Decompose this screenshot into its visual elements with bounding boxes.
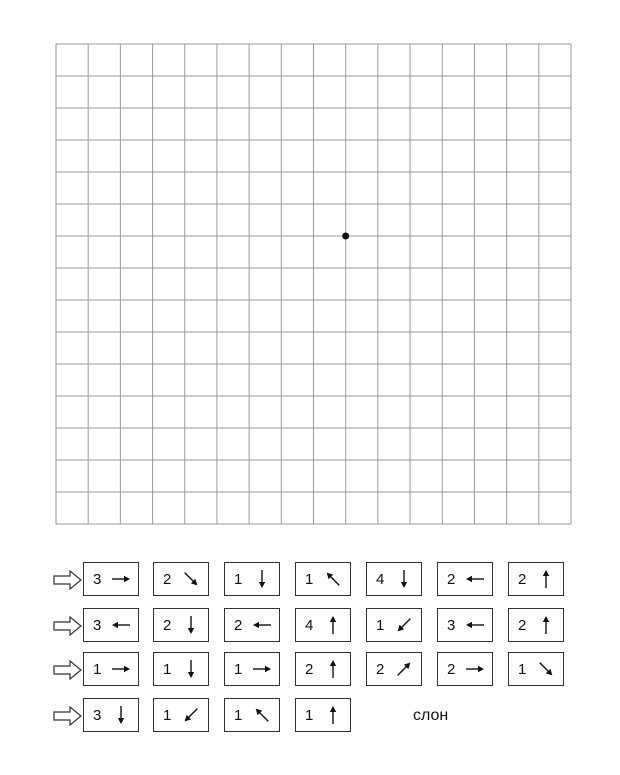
direction-arrow bbox=[464, 614, 486, 636]
row-marker bbox=[53, 570, 83, 590]
outline-arrow-right-icon bbox=[53, 616, 83, 636]
arrow-head bbox=[259, 582, 265, 588]
step-count: 2 bbox=[163, 616, 172, 634]
arrow-head bbox=[466, 576, 472, 582]
step-count: 2 bbox=[518, 616, 527, 634]
instruction-card bbox=[153, 608, 209, 642]
step-count: 1 bbox=[305, 706, 314, 724]
start-point-dot bbox=[342, 233, 349, 240]
arrow-head bbox=[543, 570, 549, 576]
instruction-card bbox=[224, 562, 280, 596]
instruction-card bbox=[153, 652, 209, 686]
instruction-card bbox=[295, 562, 351, 596]
instruction-card bbox=[437, 608, 493, 642]
step-count: 1 bbox=[305, 570, 314, 588]
arrow-head bbox=[330, 660, 336, 666]
step-count: 1 bbox=[518, 660, 527, 678]
direction-arrow bbox=[322, 658, 344, 680]
instruction-card bbox=[83, 608, 139, 642]
row-marker-shape bbox=[54, 661, 81, 679]
direction-arrow bbox=[110, 704, 132, 726]
arrow-up-left-icon bbox=[251, 704, 273, 726]
arrow-head bbox=[478, 666, 484, 672]
arrow-head bbox=[112, 622, 118, 628]
instruction-card bbox=[437, 652, 493, 686]
direction-arrow bbox=[180, 658, 202, 680]
instruction-card bbox=[508, 562, 564, 596]
instruction-row bbox=[50, 652, 570, 688]
arrow-right-icon bbox=[110, 658, 132, 680]
arrow-left-icon bbox=[251, 614, 273, 636]
outline-arrow-right-icon bbox=[53, 706, 83, 726]
direction-arrow bbox=[322, 614, 344, 636]
step-count: 3 bbox=[93, 706, 102, 724]
arrow-right-icon bbox=[251, 658, 273, 680]
arrow-up-icon bbox=[322, 614, 344, 636]
direction-arrow bbox=[322, 568, 344, 590]
outline-arrow-right-icon bbox=[53, 660, 83, 680]
direction-arrow bbox=[110, 614, 132, 636]
arrow-down-right-icon bbox=[535, 658, 557, 680]
direction-arrow bbox=[535, 658, 557, 680]
instruction-card bbox=[224, 608, 280, 642]
step-count: 1 bbox=[163, 706, 172, 724]
arrow-right-icon bbox=[464, 658, 486, 680]
arrow-down-icon bbox=[180, 658, 202, 680]
instruction-card bbox=[83, 698, 139, 732]
arrow-right-icon bbox=[110, 568, 132, 590]
direction-arrow bbox=[322, 704, 344, 726]
direction-arrow bbox=[180, 614, 202, 636]
arrow-up-icon bbox=[535, 614, 557, 636]
instruction-card bbox=[508, 608, 564, 642]
arrow-down-icon bbox=[180, 614, 202, 636]
instruction-card bbox=[153, 562, 209, 596]
instruction-card bbox=[224, 698, 280, 732]
instruction-card bbox=[295, 698, 351, 732]
step-count: 1 bbox=[163, 660, 172, 678]
arrow-head bbox=[265, 666, 271, 672]
row-marker bbox=[53, 616, 83, 636]
instruction-card bbox=[437, 562, 493, 596]
instruction-card bbox=[295, 652, 351, 686]
instruction-row bbox=[50, 608, 570, 644]
direction-arrow bbox=[464, 568, 486, 590]
arrow-head bbox=[124, 666, 130, 672]
arrow-down-icon bbox=[110, 704, 132, 726]
arrow-up-left-icon bbox=[322, 568, 344, 590]
direction-arrow bbox=[110, 568, 132, 590]
direction-arrow bbox=[535, 568, 557, 590]
step-count: 2 bbox=[234, 616, 243, 634]
row-marker-shape bbox=[54, 617, 81, 635]
arrow-head bbox=[118, 718, 124, 724]
step-count: 1 bbox=[376, 616, 385, 634]
row-marker bbox=[53, 706, 83, 726]
arrow-down-left-icon bbox=[393, 614, 415, 636]
step-count: 2 bbox=[163, 570, 172, 588]
instruction-row bbox=[50, 698, 570, 734]
dot-grid bbox=[55, 43, 570, 523]
step-count: 2 bbox=[518, 570, 527, 588]
arrow-down-left-icon bbox=[180, 704, 202, 726]
instruction-card bbox=[153, 698, 209, 732]
direction-arrow bbox=[251, 704, 273, 726]
direction-arrow bbox=[393, 614, 415, 636]
arrow-down-icon bbox=[393, 568, 415, 590]
instruction-card bbox=[366, 562, 422, 596]
row-marker bbox=[53, 660, 83, 680]
arrow-head bbox=[543, 616, 549, 622]
step-count: 3 bbox=[93, 570, 102, 588]
step-count: 1 bbox=[234, 660, 243, 678]
direction-arrow bbox=[393, 658, 415, 680]
arrow-head bbox=[330, 706, 336, 712]
arrow-head bbox=[188, 628, 194, 634]
step-count: 2 bbox=[305, 660, 314, 678]
instruction-card bbox=[83, 562, 139, 596]
arrow-up-icon bbox=[322, 658, 344, 680]
arrow-head bbox=[124, 576, 130, 582]
row-marker-shape bbox=[54, 707, 81, 725]
instruction-card bbox=[508, 652, 564, 686]
step-count: 1 bbox=[93, 660, 102, 678]
step-count: 2 bbox=[447, 660, 456, 678]
arrow-head bbox=[253, 622, 259, 628]
direction-arrow bbox=[251, 568, 273, 590]
direction-arrow bbox=[464, 658, 486, 680]
row-marker-shape bbox=[54, 571, 81, 589]
arrow-head bbox=[466, 622, 472, 628]
direction-arrow bbox=[535, 614, 557, 636]
instruction-card bbox=[83, 652, 139, 686]
direction-arrow bbox=[393, 568, 415, 590]
step-count: 4 bbox=[305, 616, 314, 634]
instruction-card bbox=[295, 608, 351, 642]
arrow-head bbox=[188, 672, 194, 678]
step-count: 1 bbox=[234, 570, 243, 588]
direction-arrow bbox=[251, 658, 273, 680]
step-count: 2 bbox=[376, 660, 385, 678]
arrow-left-icon bbox=[464, 614, 486, 636]
step-count: 3 bbox=[93, 616, 102, 634]
arrow-head bbox=[401, 582, 407, 588]
arrow-down-right-icon bbox=[180, 568, 202, 590]
direction-arrow bbox=[110, 658, 132, 680]
answer-word: слон bbox=[413, 707, 449, 724]
outline-arrow-right-icon bbox=[53, 570, 83, 590]
direction-arrow bbox=[180, 568, 202, 590]
instruction-card bbox=[366, 652, 422, 686]
direction-arrow bbox=[251, 614, 273, 636]
arrow-up-icon bbox=[535, 568, 557, 590]
arrow-up-icon bbox=[322, 704, 344, 726]
instruction-card bbox=[224, 652, 280, 686]
step-count: 3 bbox=[447, 616, 456, 634]
step-count: 2 bbox=[447, 570, 456, 588]
instruction-row bbox=[50, 562, 570, 598]
step-count: 1 bbox=[234, 706, 243, 724]
instruction-card bbox=[366, 608, 422, 642]
arrow-head bbox=[330, 616, 336, 622]
arrow-up-right-icon bbox=[393, 658, 415, 680]
direction-arrow bbox=[180, 704, 202, 726]
step-count: 4 bbox=[376, 570, 385, 588]
arrow-left-icon bbox=[464, 568, 486, 590]
arrow-down-icon bbox=[251, 568, 273, 590]
grid-svg bbox=[55, 43, 572, 525]
arrow-left-icon bbox=[110, 614, 132, 636]
